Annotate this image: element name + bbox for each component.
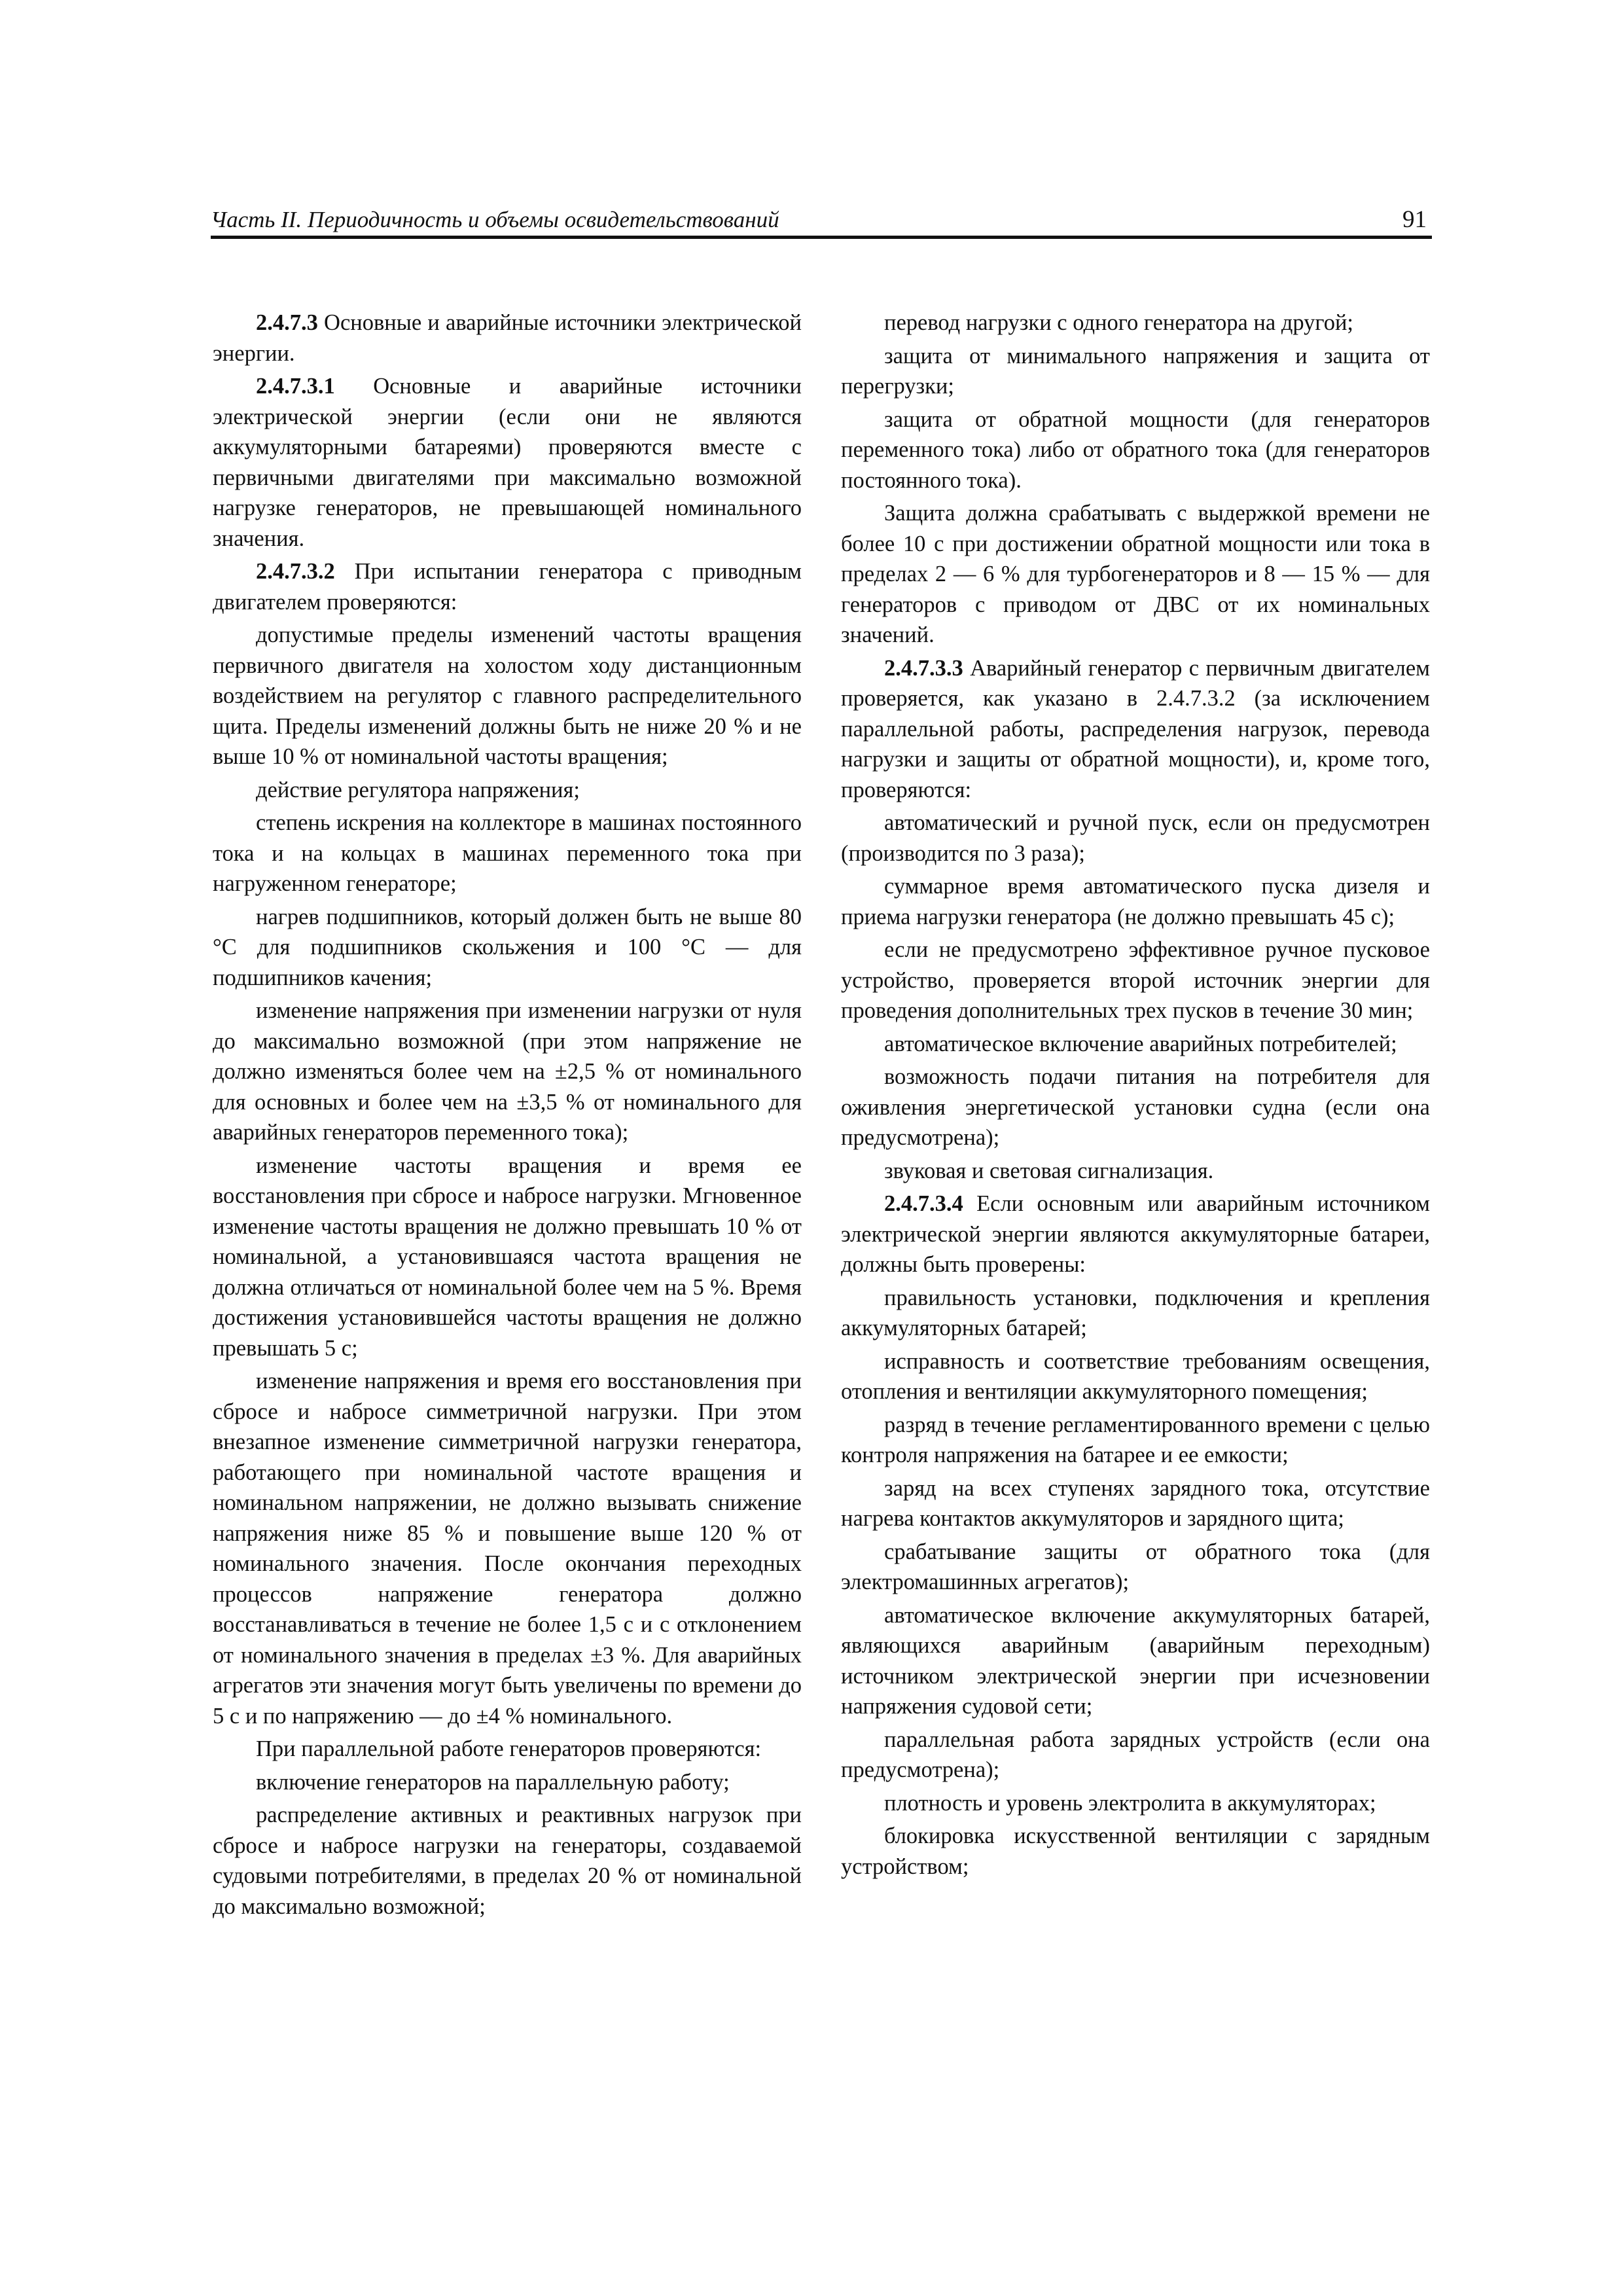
section-number: 2.4.7.3.1	[256, 374, 335, 399]
list-item: срабатывание защиты от обратного тока (для электромашинных агрегатов);	[841, 1539, 1430, 1594]
left-column	[213, 308, 802, 1924]
paragraph: Защита должна срабатывать с выдержкой времени не более 10 с при достижении обратной мощности или тока в пределах 2 — 6 % для турбогенераторов и 8 — 15 % — для генераторов с приводом от ДВС от их номинальных значений.	[841, 501, 1430, 647]
running-header	[211, 196, 1432, 239]
list-item: исправность и соответствие требованиям освещения, отопления и вентиляции аккумуляторного помещения;	[841, 1348, 1430, 1404]
paragraph: При параллельной работе генераторов проверяются:	[256, 1736, 762, 1761]
list-item: защита от обратной мощности (для генераторов переменного тока) либо от обратного тока (для генераторов постоянного тока).	[841, 406, 1430, 493]
list-item: изменение напряжения и время его восстановления при сбросе и набросе симметричной нагрузки. При этом внезапное изменение симметричной нагрузки генератора, работающего при номинальной частоте вращения и номинальном напряжении, не должно вызывать снижение напряжения ниже 85 % и повышение выше 120 % от номинального значения. После окончания переходных процессов напряжение генератора должно восстанавливаться в течение не более 1,5 с и с отклонением от номинального значения в пределах ±3 %. Для аварийных агрегатов эти значения могут быть увеличены по времени до 5 с и по напряжению — до ±4 % номинального.	[213, 1369, 802, 1729]
list-item: нагрев подшипников, который должен быть не выше 80 °C для подшипников скольжения и 100 °C — для подшипников качения;	[213, 904, 802, 990]
paragraph: 2.4.7.3.2 При испытании генератора с приводным двигателем проверяются:	[213, 559, 802, 615]
list-item: изменение частоты вращения и время ее восстановления при сбросе и набросе нагрузки. Мгновенное изменение частоты вращения не должно превышать 10 % от номинальной, а установившаяся частота вращения не должна отличаться от номинальной более чем на 5 %. Время достижения установившейся частоты вращения не должно превышать 5 с;	[213, 1153, 802, 1361]
paragraph: 2.4.7.3 Основные и аварийные источники электрической энергии.	[213, 310, 802, 366]
header-title: Часть II. Периодичность и объемы освидетельствований	[211, 207, 779, 232]
page-number: 91	[1402, 206, 1427, 233]
list-item: степень искрения на коллекторе в машинах постоянного тока и на кольцах в машинах переменного тока при нагруженном генераторе;	[213, 810, 802, 896]
list-item: автоматическое включение аккумуляторных батарей, являющихся аварийным (аварийным переходным) источником электрической энергии при исчезновении напряжения судовой сети;	[841, 1602, 1430, 1719]
list-item: разряд в течение регламентированного времени с целью контроля напряжения на батарее и ее емкости;	[841, 1412, 1430, 1467]
list-item: действие регулятора напряжения;	[256, 777, 580, 802]
list-item: суммарное время автоматического пуска дизеля и приема нагрузки генератора (не должно превышать 45 с);	[841, 874, 1430, 929]
paragraph: 2.4.7.3.3 Аварийный генератор с первичным двигателем проверяется, как указано в 2.4.7.3.2 (за исключением параллельной работы, распределения нагрузок, перевода нагрузки и защиты от обратной мощности), и, кроме того, проверяются:	[841, 655, 1430, 802]
list-item: параллельная работа зарядных устройств (если она предусмотрена);	[841, 1727, 1430, 1782]
list-item: включение генераторов на параллельную работу;	[256, 1769, 730, 1795]
list-item: правильность установки, подключения и крепления аккумуляторных батарей;	[841, 1285, 1430, 1340]
list-item: допустимые пределы изменений частоты вращения первичного двигателя на холостом ходу дистанционным воздействием на регулятор с главного распределительного щита. Пределы изменений должны быть не ниже 20 % и не выше 10 % от номинальной частоты вращения;	[213, 622, 802, 769]
list-item: заряд на всех ступенях зарядного тока, отсутствие нагрева контактов аккумуляторов и зарядного щита;	[841, 1475, 1430, 1531]
section-number: 2.4.7.3.3	[884, 655, 963, 681]
right-column	[841, 308, 1430, 1884]
list-item: блокировка искусственной вентиляции с зарядным устройством;	[841, 1823, 1430, 1879]
section-number: 2.4.7.3	[256, 310, 318, 335]
paragraph: 2.4.7.3.4 Если основным или аварийным источником электрической энергии являются аккумуляторные батареи, должны быть проверены:	[841, 1191, 1430, 1277]
list-item: перевод нагрузки с одного генератора на другой;	[884, 310, 1354, 335]
list-item: изменение напряжения при изменении нагрузки от нуля до максимально возможной (при этом напряжение не должно изменяться более чем на ±2,5 % от номинального для основных и более чем на ±3,5 % от номинального для аварийных генераторов переменного тока);	[213, 998, 802, 1145]
list-item: автоматическое включение аварийных потребителей;	[884, 1031, 1397, 1056]
list-item: звуковая и световая сигнализация.	[884, 1158, 1214, 1183]
list-item: распределение активных и реактивных нагрузок при сбросе и набросе нагрузки на генераторы, создаваемой судовыми потребителями, в пределах 20 % от номинальной до максимально возможной;	[213, 1803, 802, 1919]
list-item: плотность и уровень электролита в аккумуляторах;	[884, 1790, 1376, 1816]
list-item: если не предусмотрено эффективное ручное пусковое устройство, проверяется второй источник энергии для проведения дополнительных трех пусков в течение 30 мин;	[841, 937, 1430, 1023]
list-item: защита от минимального напряжения и защита от перегрузки;	[841, 343, 1430, 399]
section-number: 2.4.7.3.4	[884, 1191, 963, 1216]
section-number: 2.4.7.3.2	[256, 559, 335, 584]
list-item: возможность подачи питания на потребителя для оживления энергетической установки судна (если она предусмотрена);	[841, 1064, 1430, 1150]
paragraph: 2.4.7.3.1 Основные и аварийные источники электрической энергии (если они не являются аккумуляторными батареями) проверяются вместе с первичными двигателями при максимально возможной нагрузке генераторов, не превышающей номинального значения.	[213, 374, 802, 551]
list-item: автоматический и ручной пуск, если он предусмотрен (производится по 3 раза);	[841, 810, 1430, 866]
